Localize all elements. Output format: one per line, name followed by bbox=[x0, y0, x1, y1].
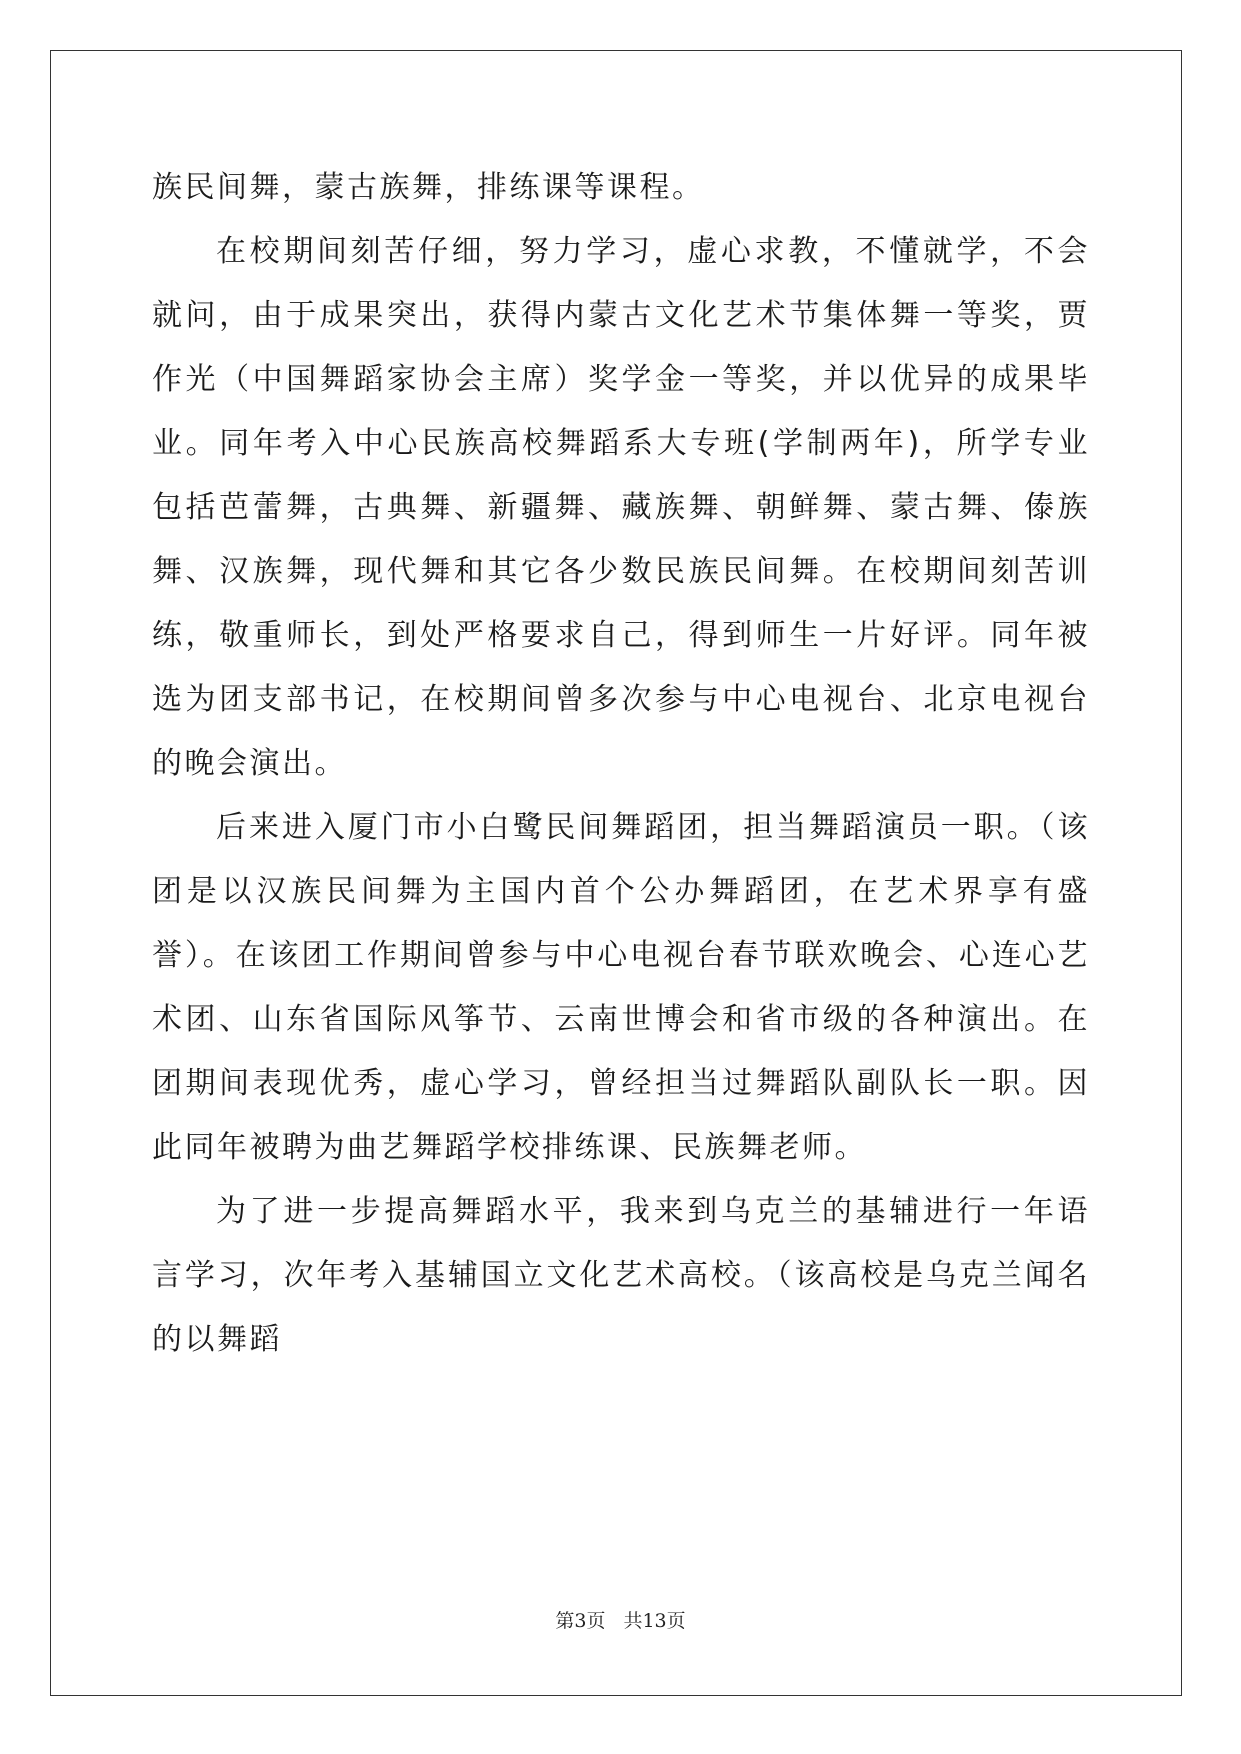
paragraph-1: 族民间舞，蒙古族舞，排练课等课程。 bbox=[152, 170, 705, 205]
paragraph-2: 在校期间刻苦仔细，努力学习，虚心求教，不懂就学，不会就问，由于成果突出，获得内蒙古文化艺术节集体舞一等奖，贾作光（中国舞蹈家协会主席）奖学金一等奖，并以优异的成果毕业。同年考入中心民族高校舞蹈系大专班(学制两年)，所学专业包括芭蕾舞，古典舞、新疆舞、藏族舞、朝鲜舞、蒙古舞、傣族舞、汉族舞，现代舞和其它各少数民族民间舞。在校期间刻苦训练，敬重师长，到处严格要求自己，得到师生一片好评。同年被选为团支部书记，在校期间曾多次参与中心电视台、北京电视台的晚会演出。 bbox=[152, 234, 1090, 781]
paragraph-4: 为了进一步提高舞蹈水平，我来到乌克兰的基辅进行一年语言学习，次年考入基辅国立文化艺术高校。（该高校是乌克兰闻名的以舞蹈 bbox=[152, 1194, 1090, 1357]
page-number-current: 第3页 bbox=[555, 1610, 606, 1632]
page-footer bbox=[0, 1606, 1241, 1633]
paragraph-3: 后来进入厦门市小白鹭民间舞蹈团，担当舞蹈演员一职。（该团是以汉族民间舞为主国内首个公办舞蹈团，在艺术界享有盛誉）。在该团工作期间曾参与中心电视台春节联欢晚会、心连心艺术团、山东省国际风筝节、云南世博会和省市级的各种演出。在团期间表现优秀，虚心学习，曾经担当过舞蹈队副队长一职。因此同年被聘为曲艺舞蹈学校排练课、民族舞老师。 bbox=[152, 810, 1090, 1165]
document-body bbox=[152, 156, 1090, 1372]
page-number-total: 共13页 bbox=[623, 1610, 686, 1632]
